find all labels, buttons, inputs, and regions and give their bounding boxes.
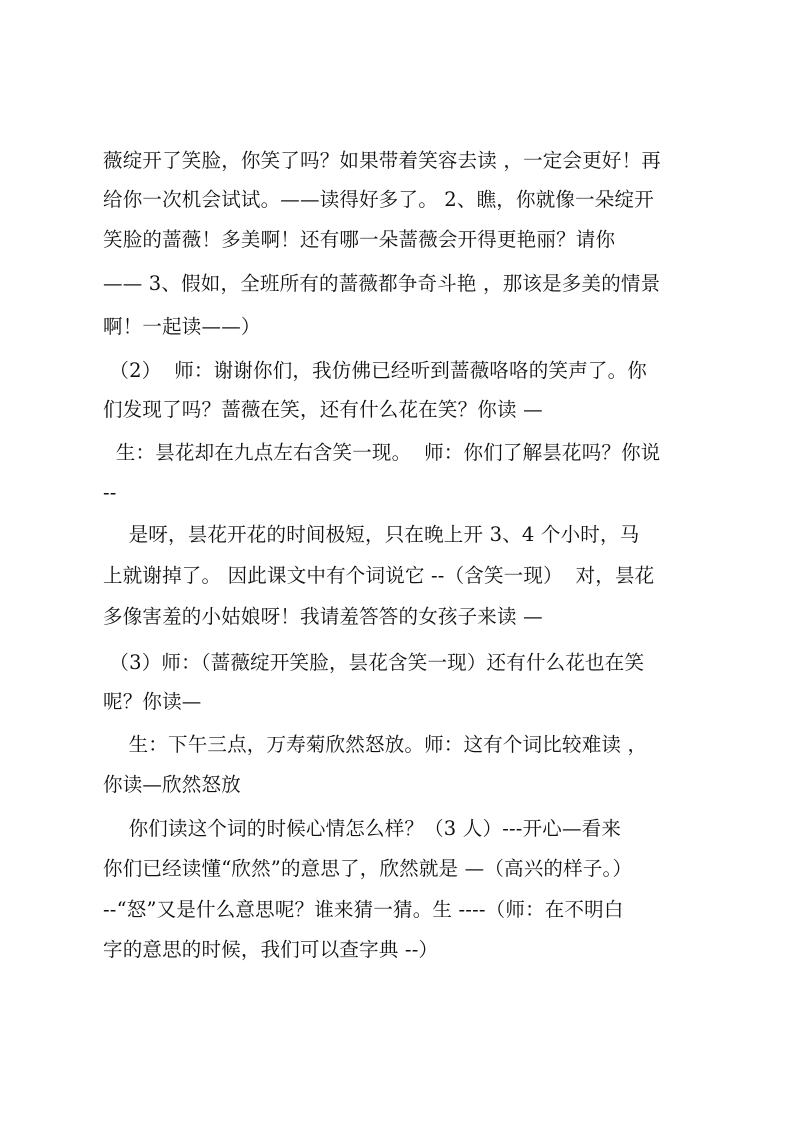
text-line: 你读—欣然怒放	[103, 773, 241, 796]
text-line: （2） 师：谢谢你们，我仿佛已经听到蔷薇咯咯的笑声了。你	[103, 359, 648, 382]
text-line: （3）师：（蔷薇绽开笑脸，昙花含笑一现）还有什么花也在笑	[103, 651, 645, 674]
text-line: 多像害羞的小姑娘呀！我请羞答答的女孩子来读 —	[103, 605, 543, 628]
text-line: —— 3、假如，全班所有的蔷薇都争奇斗艳 ，那该是多美的情景	[103, 272, 661, 295]
text-line: --	[103, 481, 117, 504]
text-line: 给你一次机会试试。——读得好多了。 2、瞧，你就像一朵绽开	[103, 188, 654, 211]
text-line: 字的意思的时候，我们可以查字典 --）	[103, 938, 439, 961]
text-line: 啊！一起读——）	[103, 315, 261, 338]
text-line: 上就谢掉了。 因此课文中有个词说它 --（含笑一现） 对，昙花	[103, 564, 655, 587]
text-line: 笑脸的蔷薇！多美啊！还有哪一朵蔷薇会开得更艳丽？请你	[103, 228, 616, 251]
text-line: 呢？你读—	[103, 690, 202, 713]
text-line: --“怒”又是什么意思呢？谁来猜一猜。生 ----（师：在不明白	[103, 898, 624, 921]
text-line: 你们读这个词的时候心情怎么样？（3 人）---开心—看来	[103, 817, 622, 840]
text-line: 薇绽开了笑脸，你笑了吗？如果带着笑容去读 ，一定会更好！再	[103, 149, 661, 172]
text-line: 你们已经读懂“欣然”的意思了，欣然就是 —（高兴的样子。）	[103, 857, 633, 880]
text-line: 是呀，昙花开花的时间极短，只在晚上开 3、4 个小时，马	[103, 523, 640, 546]
text-line: 生：下午三点，万寿菊欣然怒放。师：这有个词比较难读 ，	[103, 733, 648, 756]
text-line: 生：昙花却在九点左右含笑一现。 师：你们了解昙花吗？你说	[103, 441, 661, 464]
text-line: 们发现了吗？蔷薇在笑，还有什么花在笑？你读 —	[103, 398, 543, 421]
